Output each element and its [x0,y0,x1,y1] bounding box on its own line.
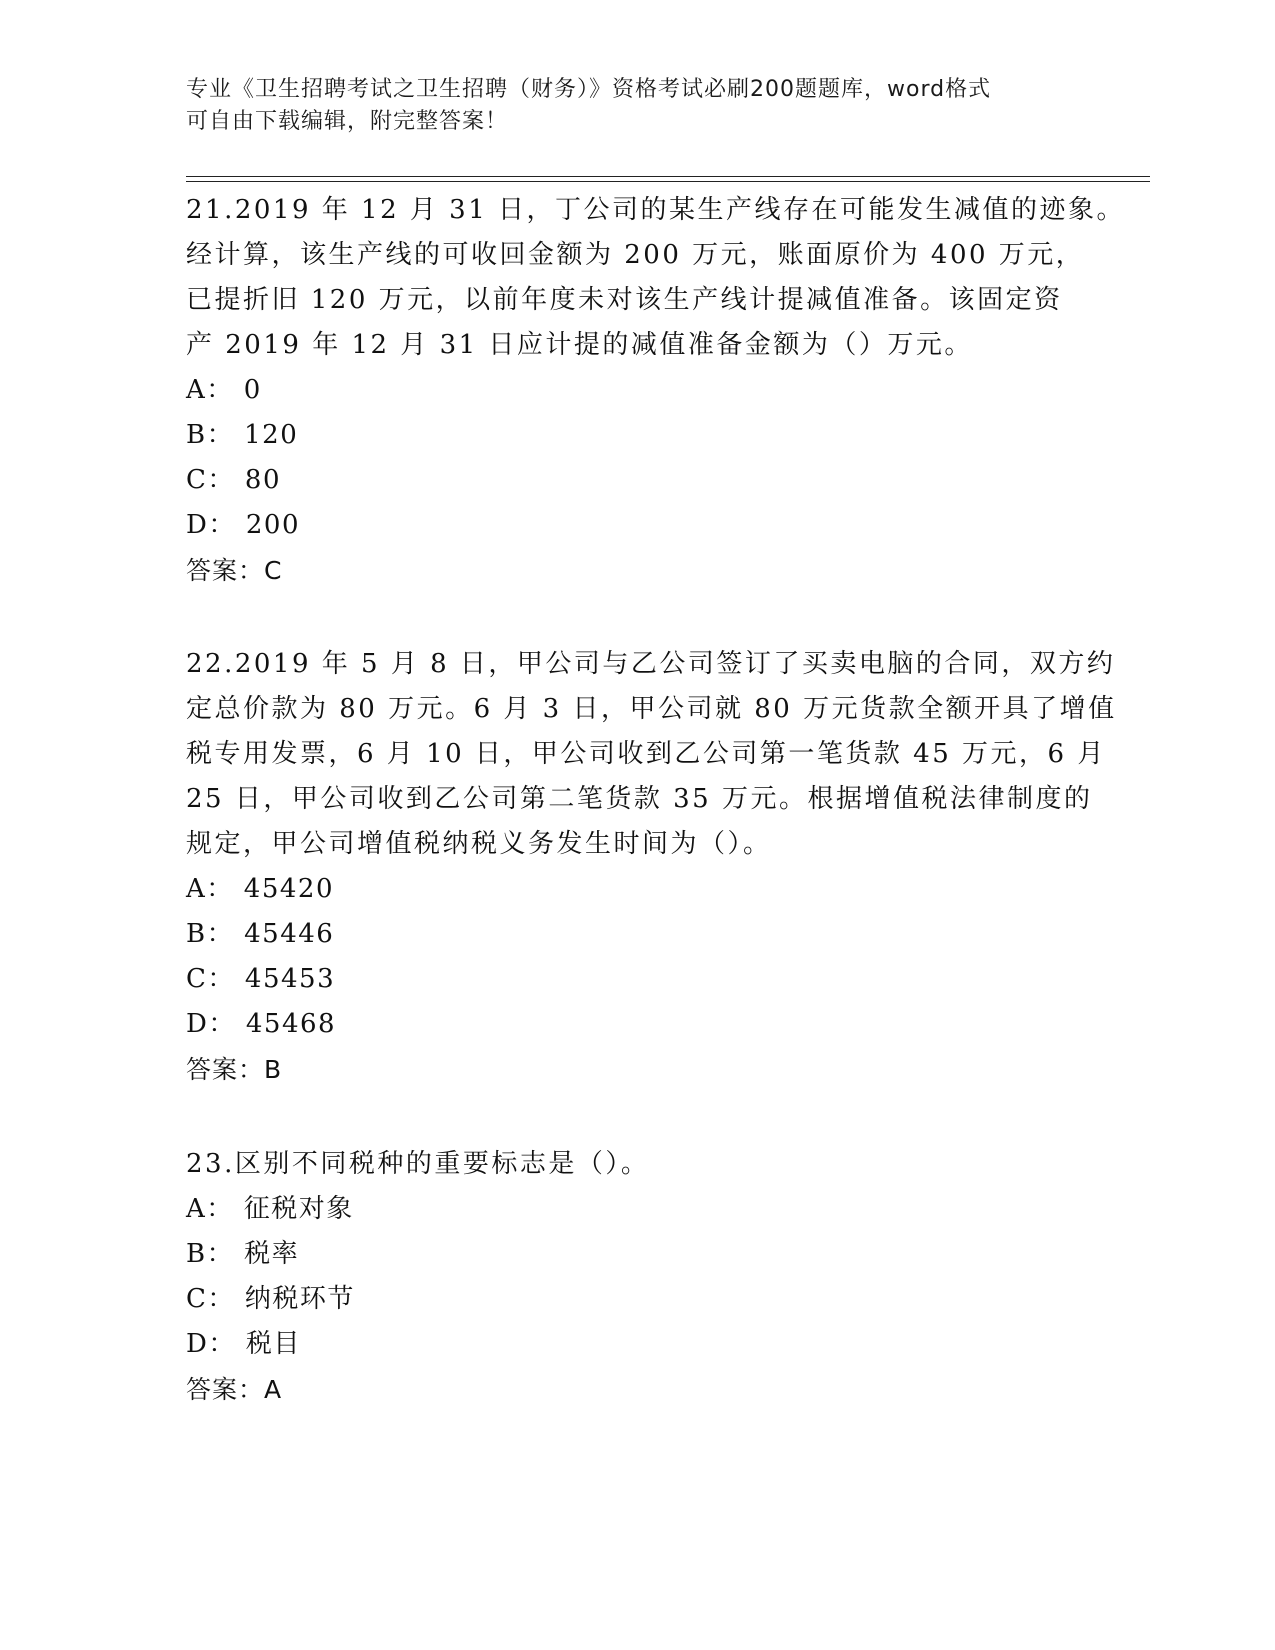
question-21 [186,188,1126,593]
option-d [186,503,1086,548]
option-b [186,912,1086,957]
document-header [186,74,1066,138]
option-separator: ： [206,420,235,450]
option-separator: ： [206,375,234,405]
stem-line: 定总价款为 80 万元。6 月 3 日，甲公司就 80 万元货款全额开具了增值 [186,694,1117,724]
option-text: 45420 [243,874,335,904]
question-23 [186,1142,1086,1412]
question-22 [186,642,1117,1092]
option-d [186,1322,1086,1367]
option-letter: B [186,919,207,949]
option-text: 120 [244,420,299,450]
question-stem [186,1142,1086,1187]
option-b [186,413,1086,458]
option-letter: D [186,510,209,540]
option-text: 纳税环节 [244,1284,355,1314]
answer-line: 答案：C [186,556,283,585]
option-separator: ： [206,919,235,949]
answer-line: 答案：A [186,1375,283,1404]
option-separator: ： [208,510,236,540]
option-separator: ： [208,1329,236,1359]
option-letter: A [186,1194,207,1224]
option-letter: C [186,1284,208,1314]
option-letter: D [186,1329,209,1359]
option-text: 征税对象 [243,1194,354,1224]
header-line-2: 可自由下载编辑，附完整答案！ [186,109,509,134]
option-c [186,957,1086,1002]
option-c [186,458,1086,503]
option-text: 税率 [244,1239,300,1269]
question-stem [186,188,1126,368]
option-a [186,368,1086,413]
question-stem [186,642,1117,867]
header-divider-bottom [186,181,1150,182]
stem-line: 经计算，该生产线的可收回金额为 200 万元，账面原价为 400 万元， [186,240,1085,270]
option-separator: ： [206,874,234,904]
answer-line: 答案：B [186,1055,283,1084]
option-separator: ： [206,1194,234,1224]
stem-line: 25 日，甲公司收到乙公司第二笔货款 35 万元。根据增值税法律制度的 [186,784,1093,814]
option-a [186,1187,1086,1232]
option-text: 税目 [245,1329,301,1359]
option-letter: B [186,420,207,450]
option-a [186,867,1086,912]
option-letter: D [186,1009,209,1039]
stem-line: 已提折旧 120 万元，以前年度未对该生产线计提减值准备。该固定资 [186,285,1063,315]
stem-line: 税专用发票，6 月 10 日，甲公司收到乙公司第一笔货款 45 万元，6 月 [186,739,1106,769]
option-b [186,1232,1086,1277]
option-text: 0 [243,375,262,405]
option-letter: A [186,375,207,405]
option-text: 45446 [244,919,335,949]
header-divider-top [186,176,1150,177]
option-separator: ： [207,1284,235,1314]
option-d [186,1002,1086,1047]
option-letter: C [186,465,208,495]
stem-line: 23.区别不同税种的重要标志是（）。 [186,1149,650,1179]
option-letter: C [186,964,208,994]
stem-line: 产 2019 年 12 月 31 日应计提的减值准备金额为（）万元。 [186,330,973,360]
stem-line: 22.2019 年 5 月 8 日，甲公司与乙公司签订了买卖电脑的合同，双方约 [186,649,1116,679]
option-separator: ： [208,1009,236,1039]
option-text: 200 [245,510,301,540]
option-letter: B [186,1239,207,1269]
option-separator: ： [206,1239,235,1269]
option-letter: A [186,874,207,904]
option-text: 45453 [244,964,336,994]
option-c [186,1277,1086,1322]
header-line-1: 专业《卫生招聘考试之卫生招聘（财务）》资格考试必刷200题题库，word格式 [186,77,992,102]
option-separator: ： [207,964,235,994]
option-text: 45468 [245,1009,337,1039]
stem-line: 规定，甲公司增值税纳税义务发生时间为（）。 [186,829,772,859]
option-text: 80 [244,465,282,495]
stem-line: 21.2019 年 12 月 31 日，丁公司的某生产线存在可能发生减值的迹象。 [186,195,1126,225]
option-separator: ： [207,465,235,495]
